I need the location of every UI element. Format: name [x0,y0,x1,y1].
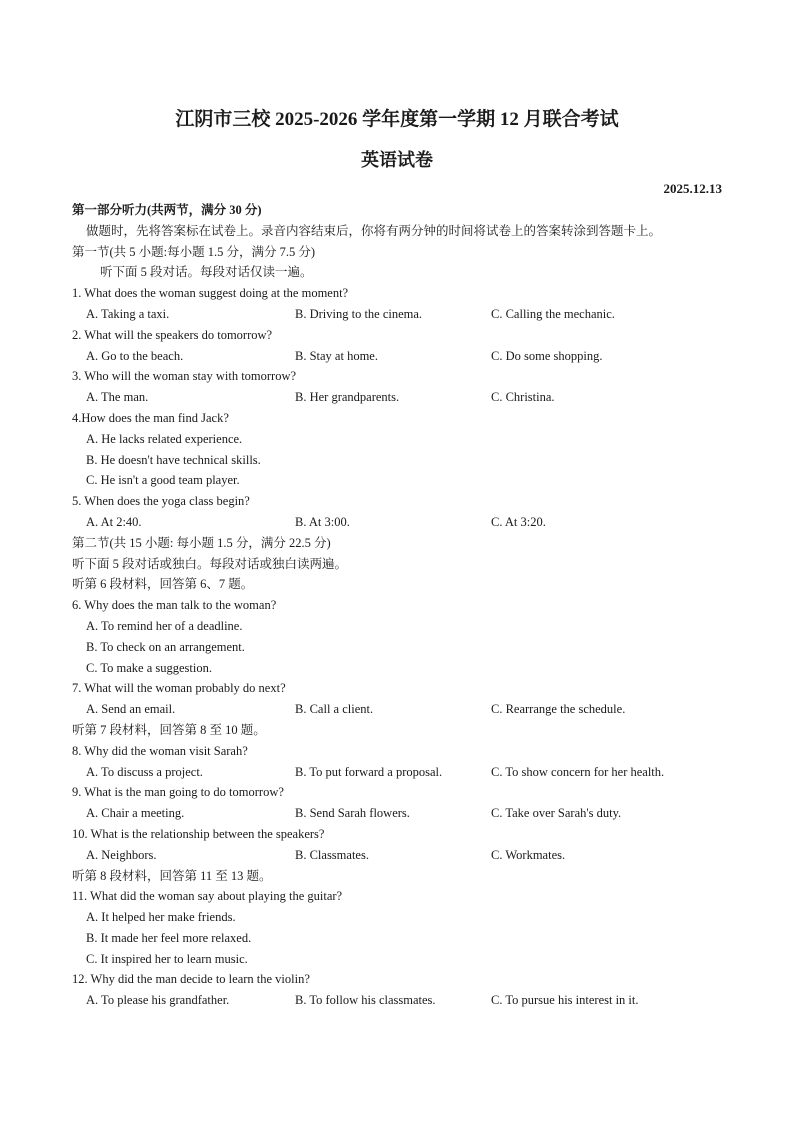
option-a: A. Go to the beach. [86,348,184,363]
option-a: A. Send an email. [86,702,176,717]
exam-subtitle: 英语试卷 [361,150,433,170]
section1-instruction: 听下面 5 段对话。每段对话仅读一遍。 [100,265,313,280]
question-stem: 10. What is the relationship between the speakers? [72,826,325,841]
part1-instruction: 做题时，先将答案标在试卷上。录音内容结束后，你将有两分钟的时间将试卷上的答案转涂到答题卡上。 [86,223,662,238]
option-c: C. It inspired her to learn music. [86,951,248,966]
option-b: B. Send Sarah flowers. [295,806,410,821]
section2-heading: 第二节(共 15 小题: 每小题 1.5 分，满分 22.5 分) [72,535,331,550]
section1-heading: 第一节(共 5 小题:每小题 1.5 分，满分 7.5 分) [72,244,316,259]
question-options [72,845,732,866]
option-b: B. To check on an arrangement. [86,639,245,654]
question-options [72,512,732,533]
option-c: C. Rearrange the schedule. [491,702,626,717]
question-stem: 8. Why did the woman visit Sarah? [72,743,248,758]
option-a: A. To discuss a project. [86,764,203,779]
section2-instruction: 听下面 5 段对话或独白。每段对话或独白读两遍。 [72,556,348,571]
option-a: A. Chair a meeting. [86,806,185,821]
option-b: B. Classmates. [295,847,369,862]
question-options [72,304,732,325]
option-b: B. At 3:00. [295,514,350,529]
option-c: C. Take over Sarah's duty. [491,806,622,821]
option-a: A. Neighbors. [86,847,157,862]
question-stem: 4.How does the man find Jack? [72,410,229,425]
question-stem: 12. Why did the man decide to learn the violin? [72,972,310,987]
part1-heading: 第一部分听力(共两节，满分 30 分) [72,203,262,217]
question-stem: 2. What will the speakers do tomorrow? [72,327,273,342]
option-c: C. He isn't a good team player. [86,473,240,488]
option-b: B. It made her feel more relaxed. [86,930,252,945]
question-options [72,387,732,408]
option-a: A. He lacks related experience. [86,431,243,446]
option-a: A. At 2:40. [86,514,142,529]
question-stem: 5. When does the yoga class begin? [72,494,250,509]
option-b: B. Driving to the cinema. [295,306,423,321]
option-c: C. Calling the mechanic. [491,306,615,321]
option-a: A. Taking a taxi. [86,306,170,321]
option-c: C. Christina. [491,390,555,405]
material-note: 听第 8 段材料，回答第 11 至 13 题。 [72,868,272,883]
exam-title: 江阴市三校 2025-2026 学年度第一学期 12 月联合考试 [175,109,619,130]
option-c: C. To show concern for her health. [491,764,665,779]
option-b: B. To put forward a proposal. [295,764,443,779]
material-note: 听第 6 段材料，回答第 6、7 题。 [72,577,254,592]
question-stem: 11. What did the woman say about playing the guitar? [72,889,343,904]
option-b: B. Her grandparents. [295,390,400,405]
question-options [72,346,732,367]
option-c: C. Do some shopping. [491,348,603,363]
option-c: C. To make a suggestion. [86,660,212,675]
question-options [72,699,732,720]
question-stem: 6. Why does the man talk to the woman? [72,598,277,613]
option-b: B. Call a client. [295,702,374,717]
option-a: A. The man. [86,390,149,405]
question-stem: 3. Who will the woman stay with tomorrow? [72,369,297,384]
question-stem: 1. What does the woman suggest doing at the moment? [72,286,349,301]
option-c: C. At 3:20. [491,514,546,529]
question-stem: 7. What will the woman probably do next? [72,681,286,696]
option-a: A. To please his grandfather. [86,993,230,1008]
option-b: B. To follow his classmates. [295,993,436,1008]
material-note: 听第 7 段材料，回答第 8 至 10 题。 [72,722,266,737]
question-options [72,762,732,783]
option-a: A. To remind her of a deadline. [86,618,243,633]
question-stem: 9. What is the man going to do tomorrow? [72,785,284,800]
option-c: C. To pursue his interest in it. [491,993,639,1008]
option-b: B. Stay at home. [295,348,378,363]
question-options [72,803,732,824]
question-options [72,990,732,1011]
exam-content [72,200,732,1011]
option-a: A. It helped her make friends. [86,910,236,925]
option-b: B. He doesn't have technical skills. [86,452,261,467]
option-c: C. Workmates. [491,847,566,862]
exam-date: 2025.12.13 [663,181,722,196]
